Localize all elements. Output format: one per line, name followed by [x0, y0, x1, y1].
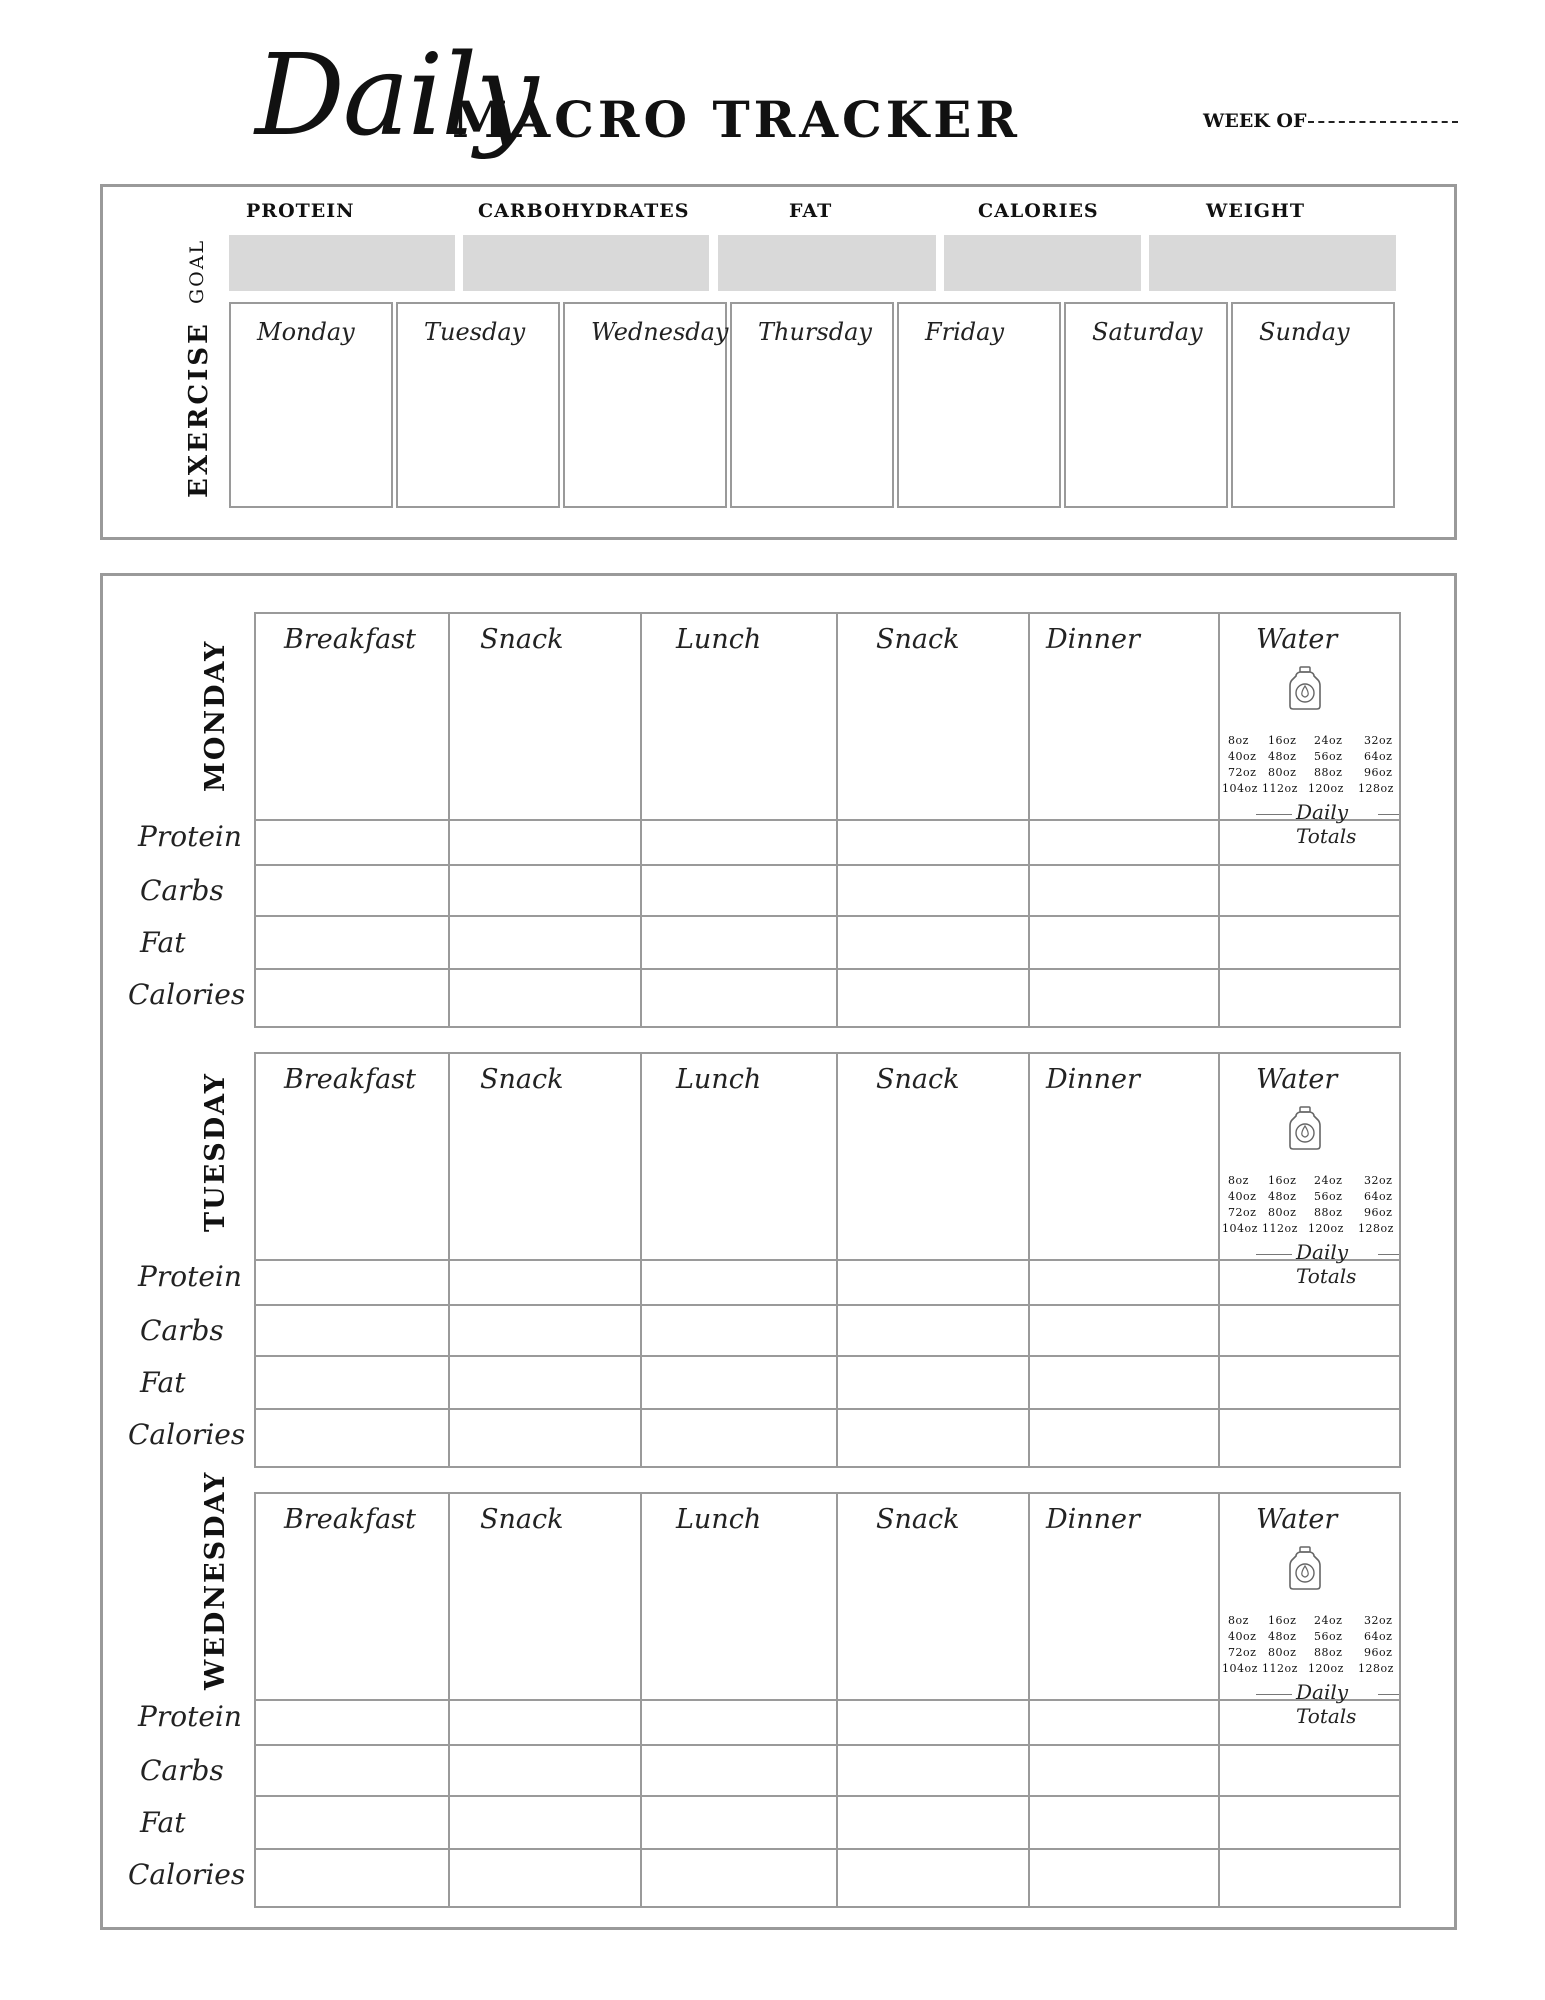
macro-cell-protein[interactable] — [258, 1701, 446, 1742]
meal-entry-dinner[interactable] — [1030, 1542, 1216, 1695]
macro-cell-carbs[interactable] — [450, 1746, 638, 1793]
water-jug-icon — [1288, 666, 1322, 710]
macro-cell-calories[interactable] — [450, 1850, 638, 1904]
row-label-calories: Calories — [128, 1858, 246, 1891]
macro-cell-protein[interactable] — [642, 821, 834, 862]
macro-cell-protein[interactable] — [1030, 1261, 1216, 1302]
macro-cell-carbs[interactable] — [1220, 1746, 1397, 1793]
macro-cell-fat[interactable] — [1030, 1357, 1216, 1406]
exercise-day-label: Wednesday — [591, 318, 729, 346]
goal-input-protein[interactable] — [229, 235, 455, 291]
water-oz-option[interactable]: 128oz — [1358, 1662, 1394, 1675]
water-oz-option[interactable]: 40oz — [1228, 1630, 1257, 1643]
goal-input-weight[interactable] — [1149, 235, 1396, 291]
meal-entry-snack[interactable] — [450, 662, 638, 815]
meal-label-dinner: Dinner — [1046, 1064, 1140, 1095]
water-oz-option[interactable]: 48oz — [1268, 1190, 1297, 1203]
goal-input-carbohydrates[interactable] — [463, 235, 709, 291]
macro-cell-calories[interactable] — [642, 1410, 834, 1464]
water-oz-option[interactable]: 88oz — [1314, 766, 1343, 779]
macro-cell-fat[interactable] — [450, 917, 638, 966]
macro-cell-carbs[interactable] — [838, 866, 1026, 913]
macro-cell-calories[interactable] — [838, 970, 1026, 1024]
row-label-calories: Calories — [128, 978, 246, 1011]
meal-label-lunch: Lunch — [676, 624, 762, 655]
day-name-tuesday: TUESDAY — [200, 1071, 231, 1232]
macro-cell-calories[interactable] — [1030, 1410, 1216, 1464]
water-oz-option[interactable]: 8oz — [1228, 734, 1249, 747]
water-oz-option[interactable]: 80oz — [1268, 766, 1297, 779]
macro-cell-carbs[interactable] — [1220, 866, 1397, 913]
macro-cell-fat[interactable] — [838, 1357, 1026, 1406]
exercise-cell-friday[interactable] — [897, 302, 1061, 508]
meal-entry-dinner[interactable] — [1030, 1102, 1216, 1255]
goal-header-protein: PROTEIN — [246, 200, 355, 222]
water-oz-option[interactable]: 64oz — [1364, 750, 1393, 763]
water-oz-option[interactable]: 120oz — [1308, 1662, 1344, 1675]
goal-input-fat[interactable] — [718, 235, 936, 291]
macro-cell-protein[interactable] — [450, 1701, 638, 1742]
row-label-fat: Fat — [140, 1806, 186, 1839]
goal-header-fat: FAT — [789, 200, 833, 222]
row-label-protein: Protein — [138, 1260, 242, 1293]
meal-label-lunch: Lunch — [676, 1064, 762, 1095]
water-oz-option[interactable]: 24oz — [1314, 1174, 1343, 1187]
water-oz-option[interactable]: 16oz — [1268, 1174, 1297, 1187]
water-oz-option[interactable]: 128oz — [1358, 1222, 1394, 1235]
macro-cell-calories[interactable] — [1030, 1850, 1216, 1904]
macro-cell-fat[interactable] — [258, 917, 446, 966]
water-oz-option[interactable]: 64oz — [1364, 1630, 1393, 1643]
row-label-fat: Fat — [140, 1366, 186, 1399]
macro-cell-protein[interactable] — [1220, 1261, 1397, 1302]
water-oz-option[interactable]: 56oz — [1314, 1190, 1343, 1203]
water-oz-option[interactable]: 112oz — [1262, 1662, 1298, 1675]
water-oz-option[interactable]: 24oz — [1314, 1614, 1343, 1627]
meal-label-breakfast: Breakfast — [284, 1504, 416, 1535]
water-oz-option[interactable]: 8oz — [1228, 1174, 1249, 1187]
meal-label-lunch: Lunch — [676, 1504, 762, 1535]
week-of-line — [1308, 121, 1458, 123]
macro-cell-calories[interactable] — [1220, 970, 1397, 1024]
water-oz-option[interactable]: 32oz — [1364, 1614, 1393, 1627]
daily-totals-label: Daily Totals — [1296, 1680, 1357, 1728]
macro-cell-fat[interactable] — [838, 1797, 1026, 1846]
macro-cell-fat[interactable] — [1030, 1797, 1216, 1846]
meal-entry-snack[interactable] — [838, 662, 1026, 815]
water-oz-option[interactable]: 32oz — [1364, 1174, 1393, 1187]
exercise-cell-thursday[interactable] — [730, 302, 894, 508]
macro-cell-carbs[interactable] — [258, 866, 446, 913]
daily-totals-label: Daily Totals — [1296, 800, 1357, 848]
macro-cell-calories[interactable] — [642, 1850, 834, 1904]
row-label-calories: Calories — [128, 1418, 246, 1451]
day-grid-wednesday — [254, 1492, 1401, 1908]
macro-cell-protein[interactable] — [450, 1261, 638, 1302]
meal-label-snack: Snack — [876, 1504, 960, 1535]
water-oz-option[interactable]: 40oz — [1228, 750, 1257, 763]
macro-cell-fat[interactable] — [258, 1797, 446, 1846]
macro-cell-carbs[interactable] — [642, 1746, 834, 1793]
meal-label-water: Water — [1256, 1064, 1338, 1095]
water-oz-option[interactable]: 24oz — [1314, 734, 1343, 747]
goal-header-weight: WEIGHT — [1206, 200, 1306, 222]
water-oz-option[interactable]: 96oz — [1364, 766, 1393, 779]
macro-cell-protein[interactable] — [1220, 1701, 1397, 1742]
meal-entry-snack[interactable] — [838, 1542, 1026, 1695]
daily-totals-rule — [1256, 1694, 1292, 1695]
meal-entry-lunch[interactable] — [642, 1542, 834, 1695]
water-oz-option[interactable]: 96oz — [1364, 1206, 1393, 1219]
day-grid-monday — [254, 612, 1401, 1028]
row-label-carbs: Carbs — [140, 874, 224, 907]
macro-cell-calories[interactable] — [642, 970, 834, 1024]
macro-cell-fat[interactable] — [1220, 917, 1397, 966]
macro-cell-protein[interactable] — [1030, 821, 1216, 862]
macro-cell-calories[interactable] — [838, 1850, 1026, 1904]
water-oz-option[interactable]: 96oz — [1364, 1646, 1393, 1659]
macro-cell-protein[interactable] — [838, 1261, 1026, 1302]
macro-cell-protein[interactable] — [642, 1701, 834, 1742]
water-oz-option[interactable]: 104oz — [1222, 1222, 1258, 1235]
exercise-section-label: EXERCISE — [184, 321, 214, 498]
macro-cell-calories[interactable] — [258, 1410, 446, 1464]
exercise-day-label: Sunday — [1259, 318, 1350, 346]
macro-cell-carbs[interactable] — [1030, 1306, 1216, 1353]
meal-label-snack: Snack — [480, 624, 564, 655]
water-oz-option[interactable]: 56oz — [1314, 750, 1343, 763]
macro-cell-carbs[interactable] — [450, 866, 638, 913]
exercise-cell-saturday[interactable] — [1064, 302, 1228, 508]
row-label-fat: Fat — [140, 926, 186, 959]
meal-label-breakfast: Breakfast — [284, 624, 416, 655]
exercise-day-label: Friday — [925, 318, 1005, 346]
exercise-day-label: Monday — [257, 318, 355, 346]
water-oz-option[interactable]: 88oz — [1314, 1646, 1343, 1659]
water-jug-icon — [1288, 1106, 1322, 1150]
macro-cell-calories[interactable] — [1030, 970, 1216, 1024]
water-oz-option[interactable]: 112oz — [1262, 1222, 1298, 1235]
water-oz-option[interactable]: 64oz — [1364, 1190, 1393, 1203]
water-oz-option[interactable]: 16oz — [1268, 734, 1297, 747]
macro-cell-calories[interactable] — [838, 1410, 1026, 1464]
row-label-protein: Protein — [138, 1700, 242, 1733]
water-oz-option[interactable]: 32oz — [1364, 734, 1393, 747]
water-oz-option[interactable]: 40oz — [1228, 1190, 1257, 1203]
exercise-cell-sunday[interactable] — [1231, 302, 1395, 508]
macro-cell-calories[interactable] — [258, 970, 446, 1024]
week-of-label: WEEK OF — [1203, 110, 1307, 132]
meal-label-breakfast: Breakfast — [284, 1064, 416, 1095]
macro-cell-carbs[interactable] — [1030, 1746, 1216, 1793]
daily-totals-label: Daily Totals — [1296, 1240, 1357, 1288]
row-label-protein: Protein — [138, 820, 242, 853]
row-label-carbs: Carbs — [140, 1754, 224, 1787]
water-oz-option[interactable]: 88oz — [1314, 1206, 1343, 1219]
macro-cell-fat[interactable] — [1030, 917, 1216, 966]
macro-cell-protein[interactable] — [450, 821, 638, 862]
day-name-monday: MONDAY — [200, 639, 231, 792]
macro-cell-calories[interactable] — [450, 1410, 638, 1464]
macro-cell-fat[interactable] — [642, 1797, 834, 1846]
daily-totals-rule — [1256, 1254, 1292, 1255]
macro-cell-carbs[interactable] — [642, 1306, 834, 1353]
water-oz-option[interactable]: 48oz — [1268, 1630, 1297, 1643]
macro-cell-carbs[interactable] — [642, 866, 834, 913]
water-oz-option[interactable]: 112oz — [1262, 782, 1298, 795]
goal-header-carbohydrates: CARBOHYDRATES — [478, 200, 690, 222]
macro-cell-calories[interactable] — [1220, 1850, 1397, 1904]
goal-header-calories: CALORIES — [978, 200, 1099, 222]
meal-entry-dinner[interactable] — [1030, 662, 1216, 815]
exercise-cell-monday[interactable] — [229, 302, 393, 508]
macro-cell-carbs[interactable] — [838, 1746, 1026, 1793]
water-oz-option[interactable]: 72oz — [1228, 766, 1257, 779]
meal-entry-breakfast[interactable] — [258, 1542, 446, 1695]
water-oz-option[interactable]: 120oz — [1308, 1222, 1344, 1235]
meal-label-snack: Snack — [480, 1064, 564, 1095]
macro-cell-calories[interactable] — [1220, 1410, 1397, 1464]
meal-label-dinner: Dinner — [1046, 624, 1140, 655]
macro-cell-protein[interactable] — [838, 1701, 1026, 1742]
macro-cell-protein[interactable] — [1030, 1701, 1216, 1742]
macro-cell-carbs[interactable] — [450, 1306, 638, 1353]
water-oz-option[interactable]: 104oz — [1222, 1662, 1258, 1675]
macro-cell-fat[interactable] — [1220, 1357, 1397, 1406]
meal-entry-snack[interactable] — [450, 1102, 638, 1255]
water-oz-option[interactable]: 72oz — [1228, 1646, 1257, 1659]
macro-cell-fat[interactable] — [450, 1797, 638, 1846]
macro-cell-fat[interactable] — [1220, 1797, 1397, 1846]
macro-cell-carbs[interactable] — [838, 1306, 1026, 1353]
row-label-carbs: Carbs — [140, 1314, 224, 1347]
goal-section-label: GOAL — [186, 238, 208, 304]
water-oz-option[interactable]: 8oz — [1228, 1614, 1249, 1627]
water-oz-option[interactable]: 80oz — [1268, 1646, 1297, 1659]
macro-cell-protein[interactable] — [838, 821, 1026, 862]
macro-cell-fat[interactable] — [642, 917, 834, 966]
meal-entry-lunch[interactable] — [642, 1102, 834, 1255]
meal-label-water: Water — [1256, 624, 1338, 655]
water-oz-option[interactable]: 48oz — [1268, 750, 1297, 763]
macro-cell-calories[interactable] — [258, 1850, 446, 1904]
exercise-cell-tuesday[interactable] — [396, 302, 560, 508]
meal-label-snack: Snack — [876, 1064, 960, 1095]
day-name-wednesday: WEDNESDAY — [200, 1470, 231, 1690]
day-grid-tuesday — [254, 1052, 1401, 1468]
title-script: Daily — [255, 31, 537, 161]
water-oz-option[interactable]: 56oz — [1314, 1630, 1343, 1643]
macro-cell-protein[interactable] — [258, 821, 446, 862]
macro-cell-protein[interactable] — [258, 1261, 446, 1302]
macro-cell-fat[interactable] — [838, 917, 1026, 966]
macro-cell-protein[interactable] — [1220, 821, 1397, 862]
week-of-field[interactable] — [1203, 110, 1458, 132]
meal-entry-breakfast[interactable] — [258, 1102, 446, 1255]
water-oz-option[interactable]: 16oz — [1268, 1614, 1297, 1627]
macro-cell-carbs[interactable] — [1030, 866, 1216, 913]
meal-label-water: Water — [1256, 1504, 1338, 1535]
meal-label-dinner: Dinner — [1046, 1504, 1140, 1535]
water-oz-option[interactable]: 128oz — [1358, 782, 1394, 795]
page-title: MACRO TRACKER — [452, 90, 1021, 149]
water-oz-option[interactable]: 80oz — [1268, 1206, 1297, 1219]
macro-cell-fat[interactable] — [642, 1357, 834, 1406]
daily-totals-rule — [1256, 814, 1292, 815]
macro-cell-carbs[interactable] — [1220, 1306, 1397, 1353]
macro-cell-fat[interactable] — [258, 1357, 446, 1406]
macro-cell-carbs[interactable] — [258, 1746, 446, 1793]
meal-entry-lunch[interactable] — [642, 662, 834, 815]
water-oz-option[interactable]: 120oz — [1308, 782, 1344, 795]
macro-cell-carbs[interactable] — [258, 1306, 446, 1353]
water-jug-icon — [1288, 1546, 1322, 1590]
macro-cell-calories[interactable] — [450, 970, 638, 1024]
meal-label-snack: Snack — [480, 1504, 564, 1535]
exercise-day-label: Saturday — [1092, 318, 1203, 346]
exercise-day-label: Thursday — [758, 318, 872, 346]
macro-cell-fat[interactable] — [450, 1357, 638, 1406]
meal-entry-breakfast[interactable] — [258, 662, 446, 815]
exercise-cell-wednesday[interactable] — [563, 302, 727, 508]
meal-entry-snack[interactable] — [838, 1102, 1026, 1255]
macro-cell-protein[interactable] — [642, 1261, 834, 1302]
water-oz-option[interactable]: 104oz — [1222, 782, 1258, 795]
meal-entry-snack[interactable] — [450, 1542, 638, 1695]
meal-label-snack: Snack — [876, 624, 960, 655]
goal-input-calories[interactable] — [944, 235, 1141, 291]
water-oz-option[interactable]: 72oz — [1228, 1206, 1257, 1219]
exercise-day-label: Tuesday — [424, 318, 526, 346]
